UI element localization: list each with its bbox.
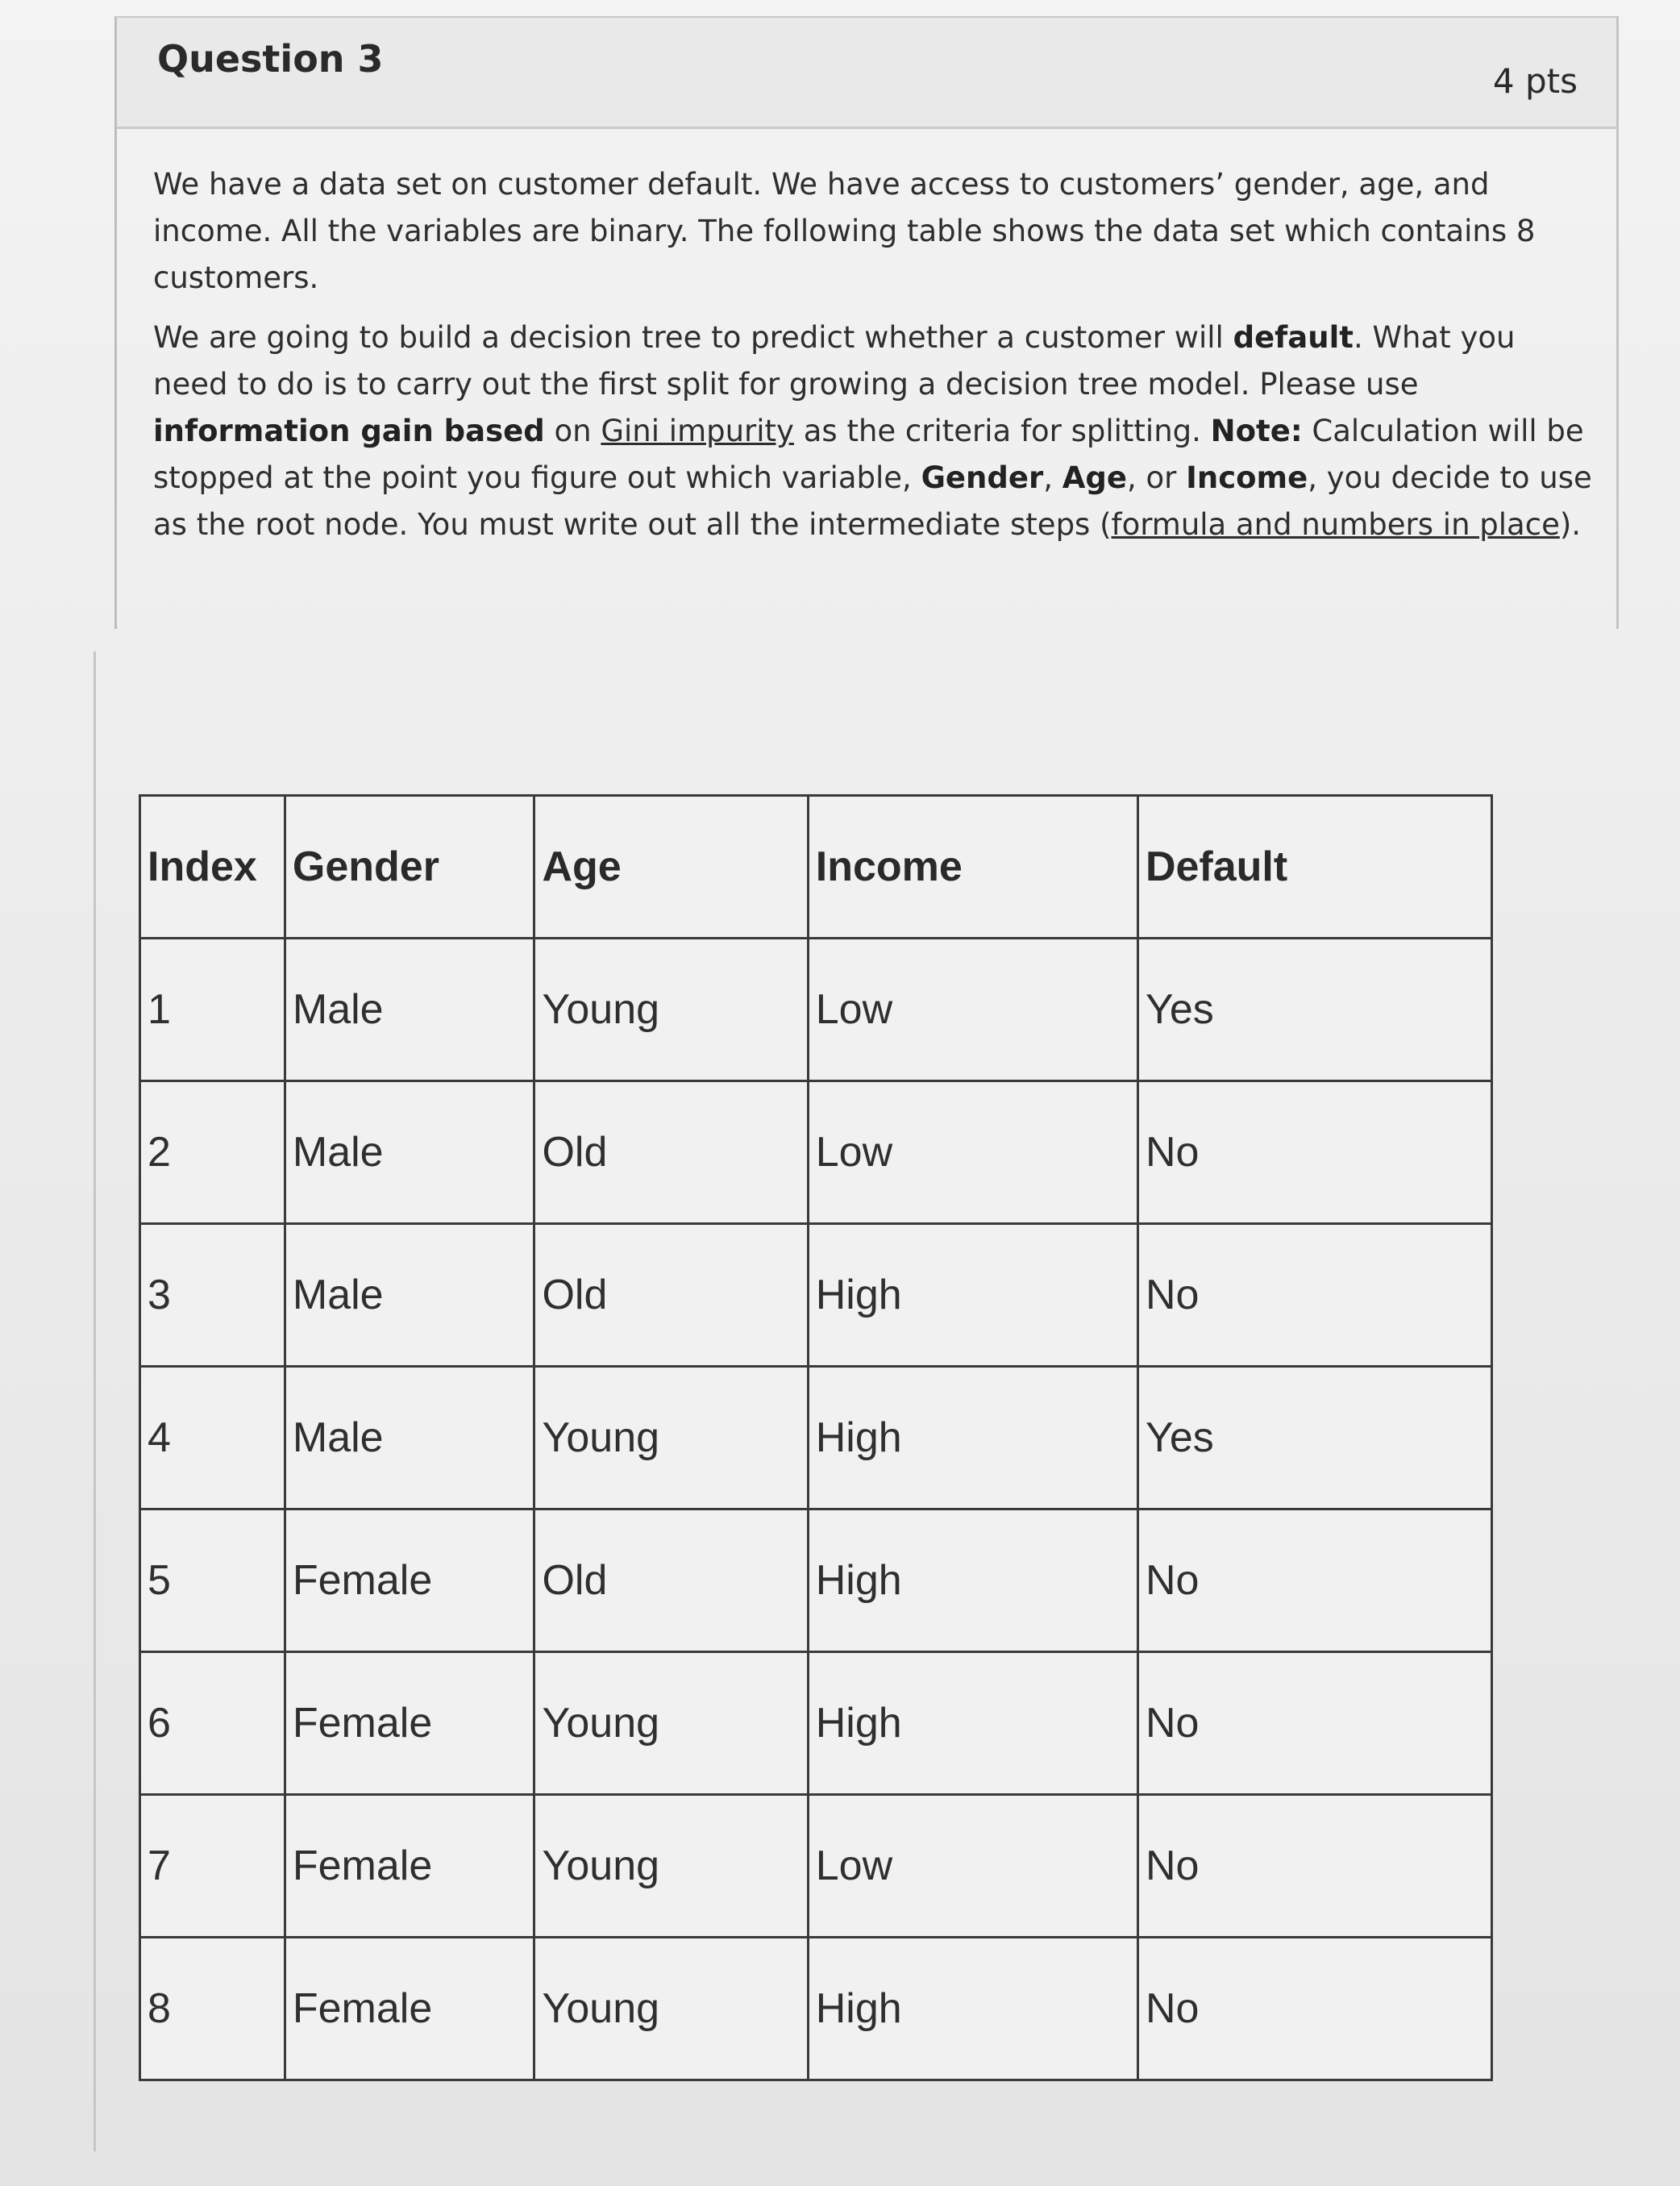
cell-gender: Female (285, 1938, 534, 2080)
cell-gender: Male (285, 1367, 534, 1509)
table-header-row (140, 796, 1492, 939)
text-segment: , (1043, 460, 1062, 495)
text-segment: , you decide to use as the root node. You must write out all the intermediate steps ( (153, 460, 1592, 542)
cell-default: No (1137, 1224, 1491, 1367)
cell-gender: Male (285, 939, 534, 1081)
cell-default: No (1137, 1938, 1491, 2080)
cell-age: Young (534, 939, 808, 1081)
table-row (140, 1081, 1492, 1224)
cell-income: Low (808, 939, 1137, 1081)
question-card (114, 16, 1619, 629)
cell-index: 2 (140, 1081, 285, 1224)
cell-default: No (1137, 1795, 1491, 1938)
cell-index: 3 (140, 1224, 285, 1367)
text-segment: , or (1126, 460, 1187, 495)
cell-gender: Female (285, 1795, 534, 1938)
question-points: 4 pts (1492, 61, 1578, 101)
question-body (153, 161, 1596, 561)
text-segment: on (544, 414, 601, 448)
bold-information-gain: information gain based (153, 414, 545, 448)
cell-income: High (808, 1509, 1137, 1652)
cell-index: 8 (140, 1938, 285, 2080)
table-row (140, 1795, 1492, 1938)
cell-gender: Male (285, 1081, 534, 1224)
bold-note: Note: (1210, 414, 1303, 448)
cell-index: 4 (140, 1367, 285, 1509)
cell-age: Young (534, 1367, 808, 1509)
customer-data-table (139, 794, 1493, 2081)
cell-income: Low (808, 1081, 1137, 1224)
text-segment: as the criteria for splitting. (793, 414, 1211, 448)
bold-gender: Gender (921, 460, 1044, 495)
cell-age: Old (534, 1509, 808, 1652)
cell-age: Young (534, 1938, 808, 2080)
cell-gender: Female (285, 1652, 534, 1795)
cell-index: 7 (140, 1795, 285, 1938)
text-segment: . What you need to do is to carry out the first split for growing a decision tree model. Please use (153, 320, 1516, 402)
question-title: Question 3 (157, 37, 384, 81)
table-row (140, 1367, 1492, 1509)
text-segment: We are going to build a decision tree to predict whether a customer will (153, 320, 1233, 355)
cell-default: Yes (1137, 1367, 1491, 1509)
formula-underline: formula and numbers in place (1111, 507, 1560, 542)
header-gender: Gender (285, 796, 534, 939)
cell-age: Young (534, 1652, 808, 1795)
bold-default: default (1233, 320, 1354, 355)
cell-income: Low (808, 1795, 1137, 1938)
cell-age: Old (534, 1081, 808, 1224)
cell-age: Old (534, 1224, 808, 1367)
question-paragraph-1: We have a data set on customer default. We have access to customers’ gender, age, and income. All the variables are binary. The following table shows the data set which contains 8 customers. (153, 167, 1536, 295)
cell-index: 1 (140, 939, 285, 1081)
header-age: Age (534, 796, 808, 939)
gini-impurity-link[interactable]: Gini impurity (601, 414, 794, 448)
question-paragraph-2 (153, 314, 1596, 548)
cell-age: Young (534, 1795, 808, 1938)
header-default: Default (1137, 796, 1491, 939)
bold-income: Income (1186, 460, 1308, 495)
text-segment: Calculation will be stopped at the point you figure out which variable, (153, 414, 1584, 495)
cell-index: 5 (140, 1509, 285, 1652)
frame-divider (94, 652, 96, 2151)
bold-age: Age (1062, 460, 1127, 495)
cell-default: No (1137, 1509, 1491, 1652)
table-row (140, 939, 1492, 1081)
cell-income: High (808, 1367, 1137, 1509)
cell-income: High (808, 1224, 1137, 1367)
header-income: Income (808, 796, 1137, 939)
question-header (117, 18, 1616, 129)
table-row (140, 1224, 1492, 1367)
cell-default: Yes (1137, 939, 1491, 1081)
cell-income: High (808, 1938, 1137, 2080)
table-row (140, 1652, 1492, 1795)
cell-gender: Female (285, 1509, 534, 1652)
table-row (140, 1509, 1492, 1652)
cell-income: High (808, 1652, 1137, 1795)
cell-default: No (1137, 1652, 1491, 1795)
text-segment: ). (1559, 507, 1582, 542)
table-row (140, 1938, 1492, 2080)
cell-default: No (1137, 1081, 1491, 1224)
cell-index: 6 (140, 1652, 285, 1795)
cell-gender: Male (285, 1224, 534, 1367)
header-index: Index (140, 796, 285, 939)
